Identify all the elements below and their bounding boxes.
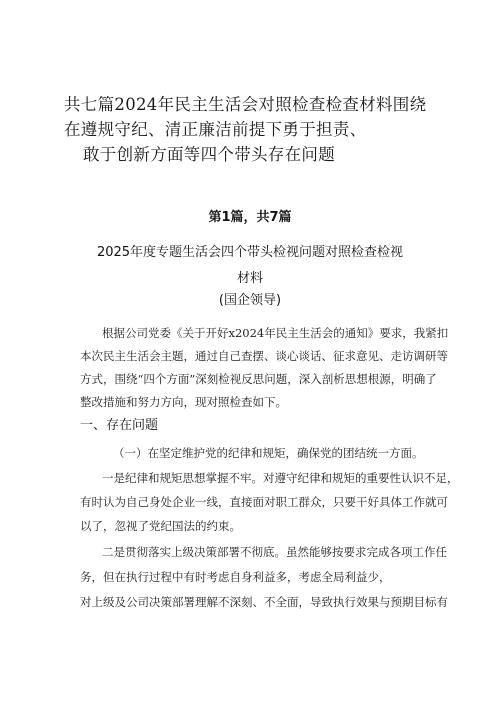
section-heading: 一、存在问题 — [80, 418, 159, 433]
intro-line-4: 整改措施和努力方向，现对照检查如下。 — [80, 395, 287, 409]
document-title — [52, 92, 462, 167]
paragraph-discipline — [80, 466, 459, 538]
organization-label: (国企领导) — [218, 293, 282, 308]
title-line-2: 在遵规守纪、清正廉洁前提下勇于担责、 — [64, 120, 367, 139]
subtitle-line-1: 2025年度专题生活会四个带头检视问题对照检查检视 — [96, 245, 404, 260]
intro-line-3: 方式，围绕“四个方面”深刻检视反思问题，深入剖析思想根源，明确了 — [80, 372, 437, 386]
subtitle-line-2: 材料 — [236, 271, 263, 286]
intro-line-1: 根据公司党委《关于开好x2024年民主生活会的通知》要求，我紧扣 — [102, 326, 449, 340]
para2-line-3: 以了，忽视了党纪国法的约束。 — [80, 519, 241, 533]
paragraph-implementation — [80, 540, 448, 615]
intro-paragraph — [80, 322, 449, 414]
intro-line-2: 本次民主生活会主题，通过自己查摆、谈心谈话、征求意见、走访调研等 — [80, 349, 448, 363]
title-line-1: 共七篇2024年民主生活会对照检查检查材料围绕 — [64, 95, 427, 114]
part-label: 第1篇，共7篇 — [208, 210, 292, 225]
para3-line-1: 二是贯彻落实上级决策部署不彻底。虽然能够按要求完成各项工作任 — [102, 545, 447, 559]
sub-point-heading: （一）在坚定维护党的纪律和规矩，确保党的团结统一方面。 — [113, 446, 424, 460]
para2-line-2: 有时认为自己身处企业一线，直接面对职工群众，只要干好具体工作就可 — [80, 495, 448, 509]
document-subtitle — [0, 240, 500, 292]
para3-line-2: 务，但在执行过程中有时考虑自身利益多，考虑全局利益少， — [80, 570, 391, 584]
para3-line-3: 对上级及公司决策部署理解不深刻、不全面，导致执行效果与预期目标有 — [80, 595, 448, 609]
para2-line-1: 一是纪律和规矩思想掌握不牢。对遵守纪律和规矩的重要性认识不足， — [102, 471, 459, 485]
title-line-3: 敢于创新方面等四个带头存在问题 — [83, 145, 335, 164]
